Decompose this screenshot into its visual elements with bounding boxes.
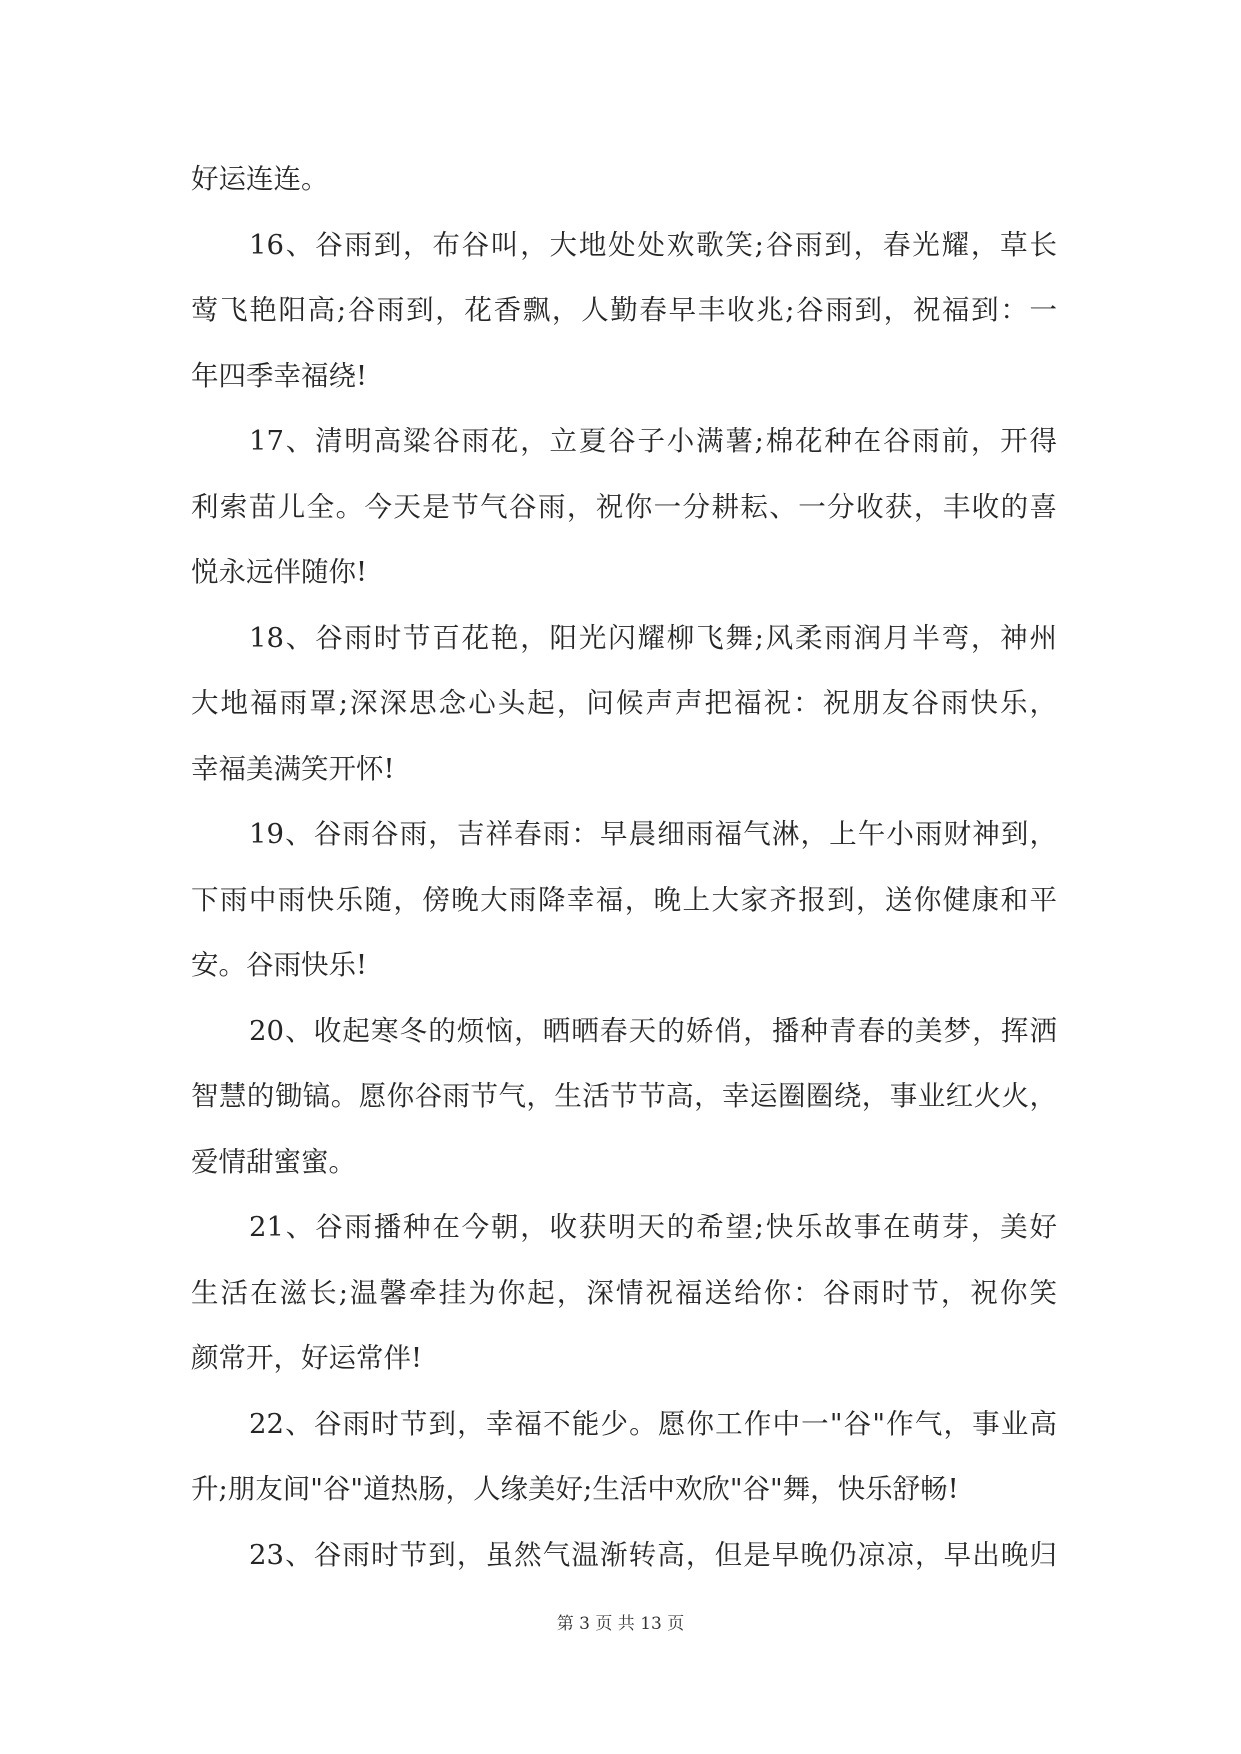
text-line: 莺飞艳阳高;谷雨到，花香飘，人勤春早丰收兆;谷雨到，祝福到：一	[191, 294, 1057, 326]
text-line: 17、清明高粱谷雨花，立夏谷子小满薯;棉花种在谷雨前，开得	[249, 425, 1057, 457]
paragraph	[191, 999, 1057, 1196]
text-line: 21、谷雨播种在今朝，收获明天的希望;快乐故事在萌芽，美好	[249, 1211, 1057, 1243]
text-line: 好运连连。	[191, 163, 329, 195]
text-line: 19、谷雨谷雨，吉祥春雨：早晨细雨福气淋，上午小雨财神到，	[249, 818, 1057, 850]
text-line: 悦永远伴随你!	[191, 556, 368, 588]
text-line: 20、收起寒冬的烦恼，晒晒春天的娇俏，播种青春的美梦，挥洒	[249, 1014, 1057, 1047]
page-number-footer: 第 3 页 共 13 页	[556, 1614, 685, 1634]
text-line: 智慧的锄镐。愿你谷雨节气，生活节节高，幸运圈圈绕，事业红火火，	[191, 1080, 1057, 1112]
text-line: 大地福雨罩;深深思念心头起，问候声声把福祝：祝朋友谷雨快乐，	[191, 687, 1057, 719]
paragraph	[191, 1523, 1057, 1589]
text-line: 利索苗儿全。今天是节气谷雨，祝你一分耕耘、一分收获，丰收的喜	[191, 490, 1057, 523]
paragraph	[191, 213, 1057, 410]
text-line: 幸福美满笑开怀!	[191, 752, 395, 785]
paragraph	[191, 606, 1057, 803]
text-line: 爱情甜蜜蜜。	[191, 1145, 356, 1178]
text-line: 安。谷雨快乐!	[191, 949, 368, 981]
paragraph	[191, 1195, 1057, 1392]
text-line: 颜常开，好运常伴!	[191, 1342, 423, 1374]
paragraph	[191, 147, 1057, 213]
text-line: 下雨中雨快乐随，傍晚大雨降幸福，晚上大家齐报到，送你健康和平	[191, 883, 1057, 916]
text-line: 升;朋友间"谷"道热肠，人缘美好;生活中欢欣"谷"舞，快乐舒畅!	[191, 1473, 959, 1505]
text-line: 23、谷雨时节到，虽然气温渐转高，但是早晚仍凉凉，早出晚归	[249, 1538, 1057, 1571]
text-line: 22、谷雨时节到，幸福不能少。愿你工作中一"谷"作气，事业高	[249, 1407, 1057, 1440]
paragraph	[191, 1392, 1057, 1523]
text-line: 年四季幸福绕!	[191, 359, 368, 392]
paragraph	[191, 409, 1057, 606]
text-line: 18、谷雨时节百花艳，阳光闪耀柳飞舞;风柔雨润月半弯，神州	[249, 621, 1057, 654]
paragraph	[191, 802, 1057, 999]
text-line: 生活在滋长;温馨牵挂为你起，深情祝福送给你：谷雨时节，祝你笑	[191, 1276, 1057, 1309]
document-body	[191, 147, 1057, 1588]
text-line: 16、谷雨到，布谷叫，大地处处欢歌笑;谷雨到，春光耀，草长	[249, 228, 1057, 261]
